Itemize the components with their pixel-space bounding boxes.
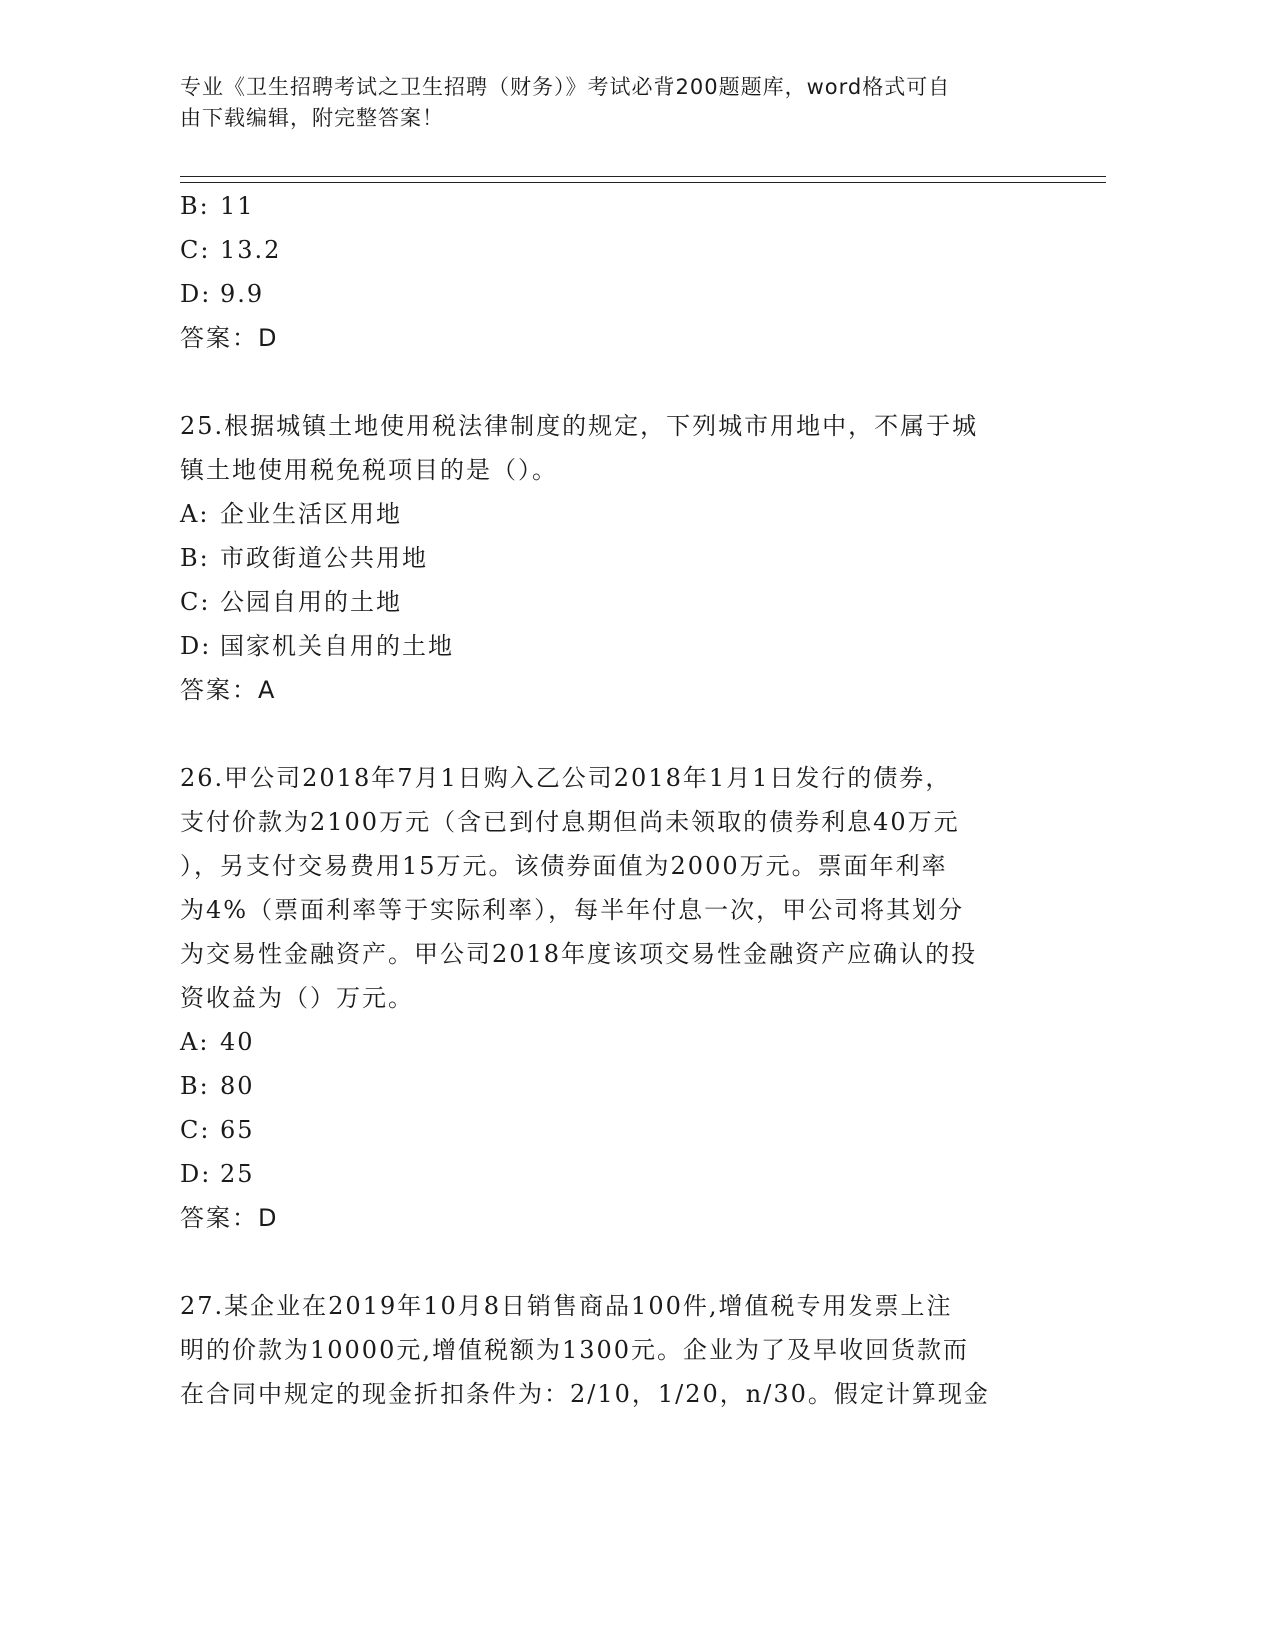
option-c [180, 1108, 1040, 1152]
option-text: 企业生活区用地 [220, 500, 402, 528]
option-text: 9.9 [220, 280, 265, 308]
option-d [180, 1152, 1040, 1196]
option-label: B: [180, 544, 210, 572]
answer: 答案：D [180, 324, 279, 352]
option-text: 40 [220, 1028, 255, 1056]
question-stem-line: 为4%（票面利率等于实际利率），每半年付息一次，甲公司将其划分 [180, 896, 965, 924]
document-header [180, 72, 1040, 134]
option-text: 13.2 [220, 236, 282, 264]
option-label: A: [180, 500, 210, 528]
option-b [180, 1064, 1040, 1108]
option-label: D: [180, 632, 212, 660]
question-stem-line: 资收益为（）万元。 [180, 984, 414, 1012]
option-d [180, 624, 1040, 668]
header-divider-bottom [180, 182, 1106, 183]
option-a [180, 1020, 1040, 1064]
question-stem-line: 在合同中规定的现金折扣条件为：2/10，1/20，n/30。假定计算现金 [180, 1380, 990, 1408]
question-25 [180, 404, 1040, 712]
header-line-1: 专业《卫生招聘考试之卫生招聘（财务）》考试必背200题题库，word格式可自 [180, 75, 951, 99]
option-label: D: [180, 1160, 212, 1188]
question-stem-line: ），另支付交易费用15万元。该债券面值为2000万元。票面年利率 [180, 852, 948, 880]
question-27 [180, 1284, 1040, 1416]
header-divider-top [180, 176, 1106, 177]
spacer [180, 712, 1040, 756]
option-text: 国家机关自用的土地 [220, 632, 454, 660]
header-line-2: 由下载编辑，附完整答案！ [180, 106, 444, 130]
option-label: B: [180, 192, 210, 220]
question-stem-line: 为交易性金融资产。甲公司2018年度该项交易性金融资产应确认的投 [180, 940, 978, 968]
option-text: 80 [220, 1072, 255, 1100]
option-b [180, 536, 1040, 580]
spacer [180, 1240, 1040, 1284]
option-label: C: [180, 588, 211, 616]
question-stem-line: 镇土地使用税免税项目的是（）。 [180, 456, 558, 484]
option-label: D: [180, 280, 212, 308]
question-stem-line: 27.某企业在2019年10月8日销售商品100件,增值税专用发票上注 [180, 1292, 953, 1320]
option-text: 25 [220, 1160, 255, 1188]
question-stem-line: 26.甲公司2018年7月1日购入乙公司2018年1月1日发行的债券， [180, 764, 952, 792]
option-c [180, 228, 1040, 272]
option-label: B: [180, 1072, 210, 1100]
question-26 [180, 756, 1040, 1240]
answer: 答案：A [180, 676, 277, 704]
question-stem-line: 25.根据城镇土地使用税法律制度的规定，下列城市用地中，不属于城 [180, 412, 979, 440]
option-label: C: [180, 1116, 211, 1144]
option-a [180, 492, 1040, 536]
option-text: 11 [220, 192, 255, 220]
spacer [180, 360, 1040, 404]
option-b [180, 184, 1040, 228]
option-c [180, 580, 1040, 624]
option-label: A: [180, 1028, 210, 1056]
option-label: C: [180, 236, 211, 264]
option-d [180, 272, 1040, 316]
document-body [180, 184, 1040, 1416]
option-text: 市政街道公共用地 [220, 544, 428, 572]
question-24-tail [180, 184, 1040, 360]
option-text: 65 [220, 1116, 255, 1144]
question-stem-line: 支付价款为2100万元（含已到付息期但尚未领取的债券利息40万元 [180, 808, 960, 836]
option-text: 公园自用的土地 [220, 588, 402, 616]
answer: 答案：D [180, 1204, 279, 1232]
question-stem-line: 明的价款为10000元,增值税额为1300元。企业为了及早收回货款而 [180, 1336, 970, 1364]
